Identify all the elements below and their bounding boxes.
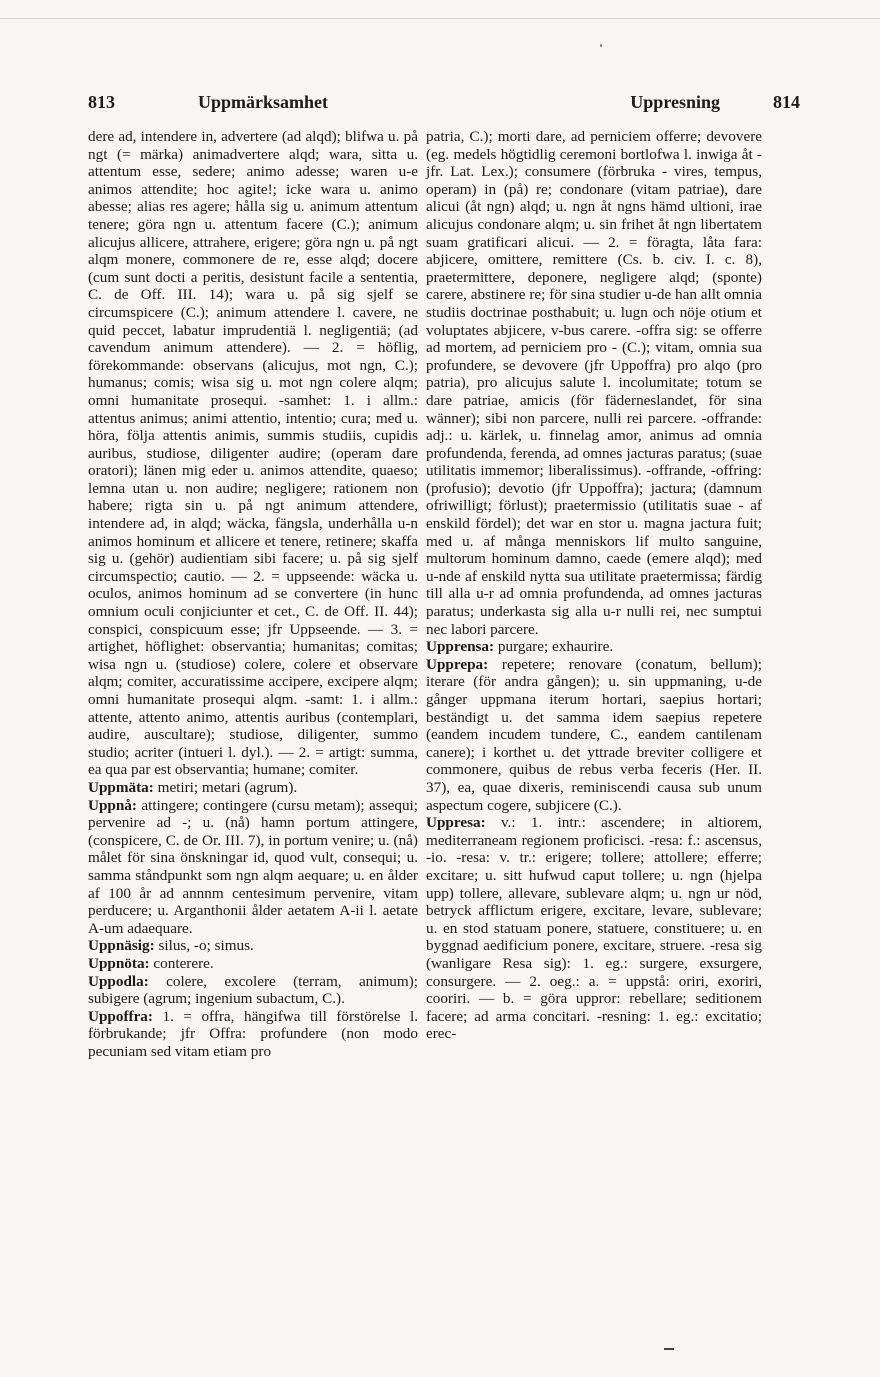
entry-headword: Uppnäsig: <box>88 937 155 955</box>
page-number-left: 813 <box>88 92 115 112</box>
entry-headword: Upprepa: <box>426 655 489 673</box>
entry-continuation <box>426 128 762 638</box>
scan-dash-mark <box>664 1348 674 1350</box>
entry-text: conterere. <box>149 954 214 972</box>
scan-edge-line <box>0 18 880 19</box>
entry-uppodla <box>88 973 418 1008</box>
entry-text: patria, C.); morti dare, ad perniciem offerre; devovere (eg. medels högtidlig ceremoni bortlofwa l. inwiga åt - jfr. Lat. Lex.); consumere (förbruka - vires, tempus, operam) in (på) re; condonare (vitam patriae), dare alicui (åt ngn) alqd; u. ngn åt ngns hämd ultioni, irae alicujus condonare alqm; u. sin frihet åt ngn libertatem suam gratificari alicui. — 2. = föragta, låta fara: abjicere, omittere, remittere (Cs. b. civ. I. c. 8), praetermittere, deponere, negligere alqd; (sponte) carere, abstinere re; för sina studier u-de han allt omnia studiis doctrinae posthabuit; u. lugn och nöje otium et voluptates abjicere, v-bus carere. -offra sig: se offerre ad mortem, ad perniciem pro - (C.); vitam, omnia sua profundere, se devovere (jfr Uppoffra) pro alqo (pro patria), pro alicujus salute l. incolumitate; totum se dare patriae, amicis (för fäderneslandet, för sina wänner); sibi non parcere, nulli rei parcere. -offrande: adj.: u. kärlek, u. finnelag amor, animus ad omnia profundenda, ferenda, ad omnes jacturas paratus; (suae utilitatis immemor; liberalissimus). -offrande, -offring: (profusio); devotio (jfr Uppoffra); jactura; (damnum ofriwilligt; förlust); praetermissio (utilitatis suae - af enskild fördel); det war en stor u. magna jactura fuit; med u. af många menniskors lif multo sanguine, multorum hominum damno, caede (emere alqd); med u-nde af enskild nytta sua utilitate praetermissa; färdig till alla u-r ad omnia profundenda, ad omnes jacturas paratus; underkasta sig alla u-r nulli rei, nec sumptui nec labori parcere. <box>426 128 762 638</box>
entry-uppresa <box>426 814 762 1043</box>
left-column <box>88 128 418 1060</box>
scan-speck <box>600 44 602 47</box>
entry-text: metiri; metari (agrum). <box>153 778 298 796</box>
running-head-left: Uppmärksamhet <box>198 92 329 112</box>
entry-uppoffra <box>88 1008 418 1061</box>
entry-headword: Uppnå: <box>88 796 137 814</box>
right-column <box>426 128 762 1043</box>
entry-text: 1. = offra, hängifwa till förstörelse l. förbrukande; jfr Offra: profundere (non modo pecuniam sed vitam etiam pro <box>88 1007 418 1060</box>
page-header <box>88 92 800 116</box>
running-head-right: Uppresning <box>630 92 720 112</box>
entry-uppmata <box>88 779 418 797</box>
entry-upprepa <box>426 656 762 814</box>
entry-headword: Uppmäta: <box>88 778 154 796</box>
entry-upprensa <box>426 638 762 656</box>
entry-text: colere, excolere (terram, animum); subigere (agrum; ingenium subactum, C.). <box>88 972 418 1008</box>
entry-text: silus, -o; simus. <box>154 937 254 955</box>
entry-headword: Uppnöta: <box>88 954 150 972</box>
entry-uppna <box>88 797 418 938</box>
entry-text: attingere; contingere (cursu metam); assequi; pervenire ad -; u. (nå) hamn portum attingere, (conspicere, C. de Or. III. 7), in portum venire; u. (nå) målet för sina önskningar id, quod vult, consequi; u. samma ståndpunkt som ngn alqm aequare; u. en ålder af 100 år ad annnm centesimum pervenire, vitam perducere; u. Arganthonii ålder aetatem A-ii l. aetate A-um adaequare. <box>88 796 418 937</box>
entry-text: dere ad, intendere in, advertere (ad alqd); blifwa u. på ngt (= märka) animadvertere alqd; wara, sitta u. attentum esse, sedere; animo adesse; waren u-e animos attendite; hoc agite!; icke wara u. animo abesse; alias res agere; hålla sig u. animum attentum tenere; göra ngn u. attentum facere (C.); animum alicujus allicere, attrahere, erigere; göra ngn u. på ngt alqm monere, commonere de re, esse alqd; docere (cum sunt docti a peritis, desistunt facile a sententia, C. de Off. III. 14); wara u. på sig sjelf se circumspicere (C.); animum attendere l. cavere, ne quid peccet, labatur imprudentiä l. negligentiä; (ad cavendum animum attendere). — 2. = höflig, förekommande: observans (alicujus, mot ngn, C.); humanus; comis; wisa sig u. mot ngn colere alqm; omni humanitate prosequi. -samhet: 1. i allm.: attentus animus; animi attentio, intentio; cura; med u. höra, följa attentis animis, summis studiis, cupidis auribus, studiose, diligenter audire; (operam dare oratori); länen mig eder u. animos attendite, quaeso; lemna utan u. non audire; negligere; rationem non habere; rigta sin u. på ngt animum attendere, intendere ad, in alqd; wäcka, fängsla, underhålla u-n animos hominum et allicere et tenere, retinere; skaffa sig u. (gehör) audientiam sibi facere; u. på sig sjelf circumspectio; cautio. — 2. = uppseende: wäcka u. oculos, animos hominum ad se convertere (in hunc omnium oculi conjiciunter et cet., C. de Off. II. 44); conspici, conspicuum esse; jfr Uppseende. — 3. = artighet, höflighet: observantia; humanitas; comitas; wisa ngn u. (studiose) colere, colere et observare alqm; comiter, accuratissime accipere, excipere alqm; omni humanitate prosequi alqm. -samt: 1. i allm.: attente, attento animo, attentis auribus (contemplari, audire, auscultare); studiose, diligenter, summo studio; acriter (intueri l. dyl.). — 2. = artigt: summa, ea qua par est observantia; humane; comiter. <box>88 128 418 779</box>
entry-headword: Upprensa: <box>426 638 495 656</box>
entry-text: purgare; exhaurire. <box>494 638 614 656</box>
entry-headword: Uppodla: <box>88 972 149 990</box>
entry-text: repetere; renovare (conatum, bellum); iterare (för andra gången); u. sin uppmaning, u-de gånger uppmana iterum hortari, saepius hortari; beständigt u. det samma idem saepius repetere (eandem incudem tundere, C., eandem cantilenam canere); i korthet u. det yttrade breviter colligere et commonere, quibus de rebus verba feceris (Her. II. 37), ea, quae dixeris, reminiscendi causa sub unum aspectum cogere, subjicere (C.). <box>426 655 762 814</box>
entry-uppnota <box>88 955 418 973</box>
entry-headword: Uppoffra: <box>88 1007 153 1025</box>
entry-text: v.: 1. intr.: ascendere; in altiorem, mediterraneam regionem proficisci. -resa: f.: ascensus, -io. -resa: v. tr.: erigere; tollere; attollere; efferre; excitare; u. sitt hufwud caput tollere; u. ngn (hjelpa upp) tollere, allevare, sublevare alqm; u. ngn ur nöd, betryck afflictum erigere, excitare, levare, sublevare; u. en stod statuam ponere, statuere, constituere; u. en byggnad aedificium ponere, excitare, struere. -resa sig (wanligare Resa sig): 1. eg.: surgere, exsurgere, consurgere. — 2. oeg.: a. = uppstå: oriri, exoriri, cooriri. — b. = göra uppror: rebellare; seditionem facere; ad arma concitari. -resning: 1. eg.: excitatio; erec- <box>426 814 762 1043</box>
page-number-right: 814 <box>773 92 800 112</box>
entry-continuation <box>88 128 418 779</box>
entry-headword: Uppresa: <box>426 814 486 832</box>
entry-uppnasig <box>88 937 418 955</box>
